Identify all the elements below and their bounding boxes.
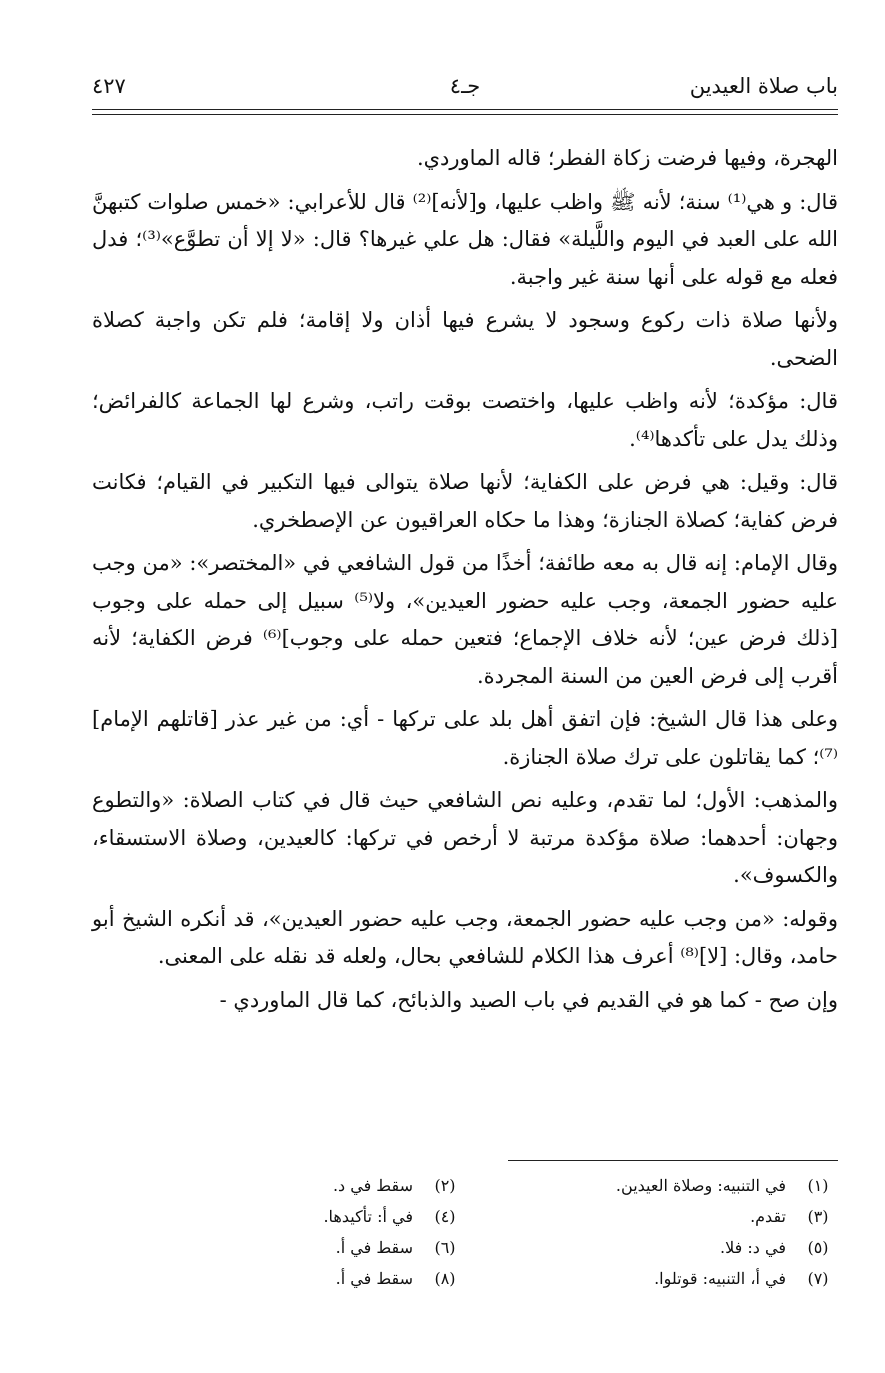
- paragraph: وإن صح - كما هو في القديم في باب الصيد والذبائح، كما قال الماوردي -: [219, 987, 838, 1012]
- header-rule-bottom: [92, 114, 838, 115]
- footnote-text: في أ: تأكيدها.: [323, 1207, 413, 1226]
- footnote-number: (٦): [434, 1238, 456, 1257]
- page-number: ٤٢٧: [92, 74, 126, 98]
- footnote: [465, 1232, 838, 1263]
- footnote-row: [92, 1232, 838, 1263]
- paragraph: قال: و هي⁽¹⁾ سنة؛ لأنه ﷺ واظب عليها، و[لأنه]⁽²⁾ قال للأعرابي: «خمس صلوات كتبهنَّ الله على العبد في اليوم واللَّيلة» فقال: هل علي غيرها؟ قال: «لا إلا أن تطوَّع»⁽³⁾؛ فدل فعله مع قوله على أنها سنة غير واجبة.: [92, 189, 838, 289]
- footnote: [465, 1201, 838, 1232]
- footnote: [92, 1263, 465, 1294]
- footnotes: [92, 1170, 838, 1294]
- volume-number: جـ٤: [449, 74, 481, 98]
- footnote-text: تقدم.: [750, 1207, 786, 1226]
- footnote-number: (٨): [434, 1269, 456, 1288]
- footnote-text: في التنبيه: وصلاة العيدين.: [615, 1176, 786, 1195]
- footnote-text: في د: فلا.: [720, 1238, 786, 1257]
- paragraph: والمذهب: الأول؛ لما تقدم، وعليه نص الشافعي حيث قال في كتاب الصلاة: «والتطوع وجهان: أحدهما: صلاة مؤكدة مرتبة لا أرخص في تركها: كالعيدين، وصلاة الاستسقاء، والكسوف».: [92, 788, 838, 887]
- footnote-number: (٤): [434, 1207, 456, 1226]
- paragraph: ولأنها صلاة ذات ركوع وسجود لا يشرع فيها أذان ولا إقامة؛ فلم تكن واجبة كصلاة الضحى.: [92, 308, 838, 370]
- footnote-separator: [508, 1160, 838, 1161]
- footnote-text: سقط في د.: [332, 1176, 413, 1195]
- paragraph: الهجرة، وفيها فرضت زكاة الفطر؛ قاله الماوردي.: [416, 146, 838, 170]
- footnote-number: (٢): [434, 1176, 456, 1195]
- footnote-row: [92, 1201, 838, 1232]
- footnote-text: سقط في أ.: [335, 1269, 413, 1288]
- paragraph: قال: وقيل: هي فرض على الكفاية؛ لأنها صلاة يتوالى فيها التكبير في القيام؛ فكانت فرض كفاية؛ كصلاة الجنازة؛ وهذا ما حكاه العراقيون عن الإصطخري.: [92, 470, 838, 532]
- footnote-text: سقط في أ.: [335, 1238, 413, 1257]
- paragraph: وقال الإمام: إنه قال به معه طائفة؛ أخذًا من قول الشافعي في «المختصر»: «من وجب عليه حضور الجمعة، وجب عليه حضور العيدين»، ولا⁽⁵⁾ سبيل إلى حمله على وجوب [ذلك فرض عين؛ لأنه خلاف الإجماع؛ فتعين حمله على وجوب]⁽⁶⁾ فرض الكفاية؛ لأنه أقرب إلى فرض العين من السنة المجردة.: [92, 551, 838, 688]
- paragraph: قال: مؤكدة؛ لأنه واظب عليها، واختصت بوقت راتب، وشرع لها الجماعة كالفرائض؛ وذلك يدل على تأكدها⁽⁴⁾.: [92, 389, 838, 451]
- footnote: [92, 1201, 465, 1232]
- footnote-number: (٧): [807, 1269, 829, 1288]
- page-header: [92, 68, 838, 104]
- footnote: [92, 1170, 465, 1201]
- header-rule-top: [92, 109, 838, 110]
- footnote: [465, 1263, 838, 1294]
- footnote-row: [92, 1170, 838, 1201]
- footnote-row: [92, 1263, 838, 1294]
- chapter-title: باب صلاة العيدين: [689, 74, 838, 98]
- footnote-number: (٣): [807, 1207, 829, 1226]
- paragraph: وعلى هذا قال الشيخ: فإن اتفق أهل بلد على تركها - أي: من غير عذر [قاتلهم الإمام]⁽⁷⁾؛ كما يقاتلون على ترك صلاة الجنازة.: [92, 707, 838, 769]
- paragraph: وقوله: «من وجب عليه حضور الجمعة، وجب عليه حضور العيدين»، قد أنكره الشيخ أبو حامد، وقال: [لا]⁽⁸⁾ أعرف هذا الكلام للشافعي بحال، ولعله قد نقله على المعنى.: [92, 906, 838, 968]
- footnote-text: في أ، التنبيه: قوتلوا.: [654, 1269, 786, 1288]
- footnote-number: (٥): [807, 1238, 829, 1257]
- footnote-number: (١): [807, 1176, 829, 1195]
- footnote: [465, 1170, 838, 1201]
- footnote: [92, 1232, 465, 1263]
- main-text: [92, 140, 838, 1025]
